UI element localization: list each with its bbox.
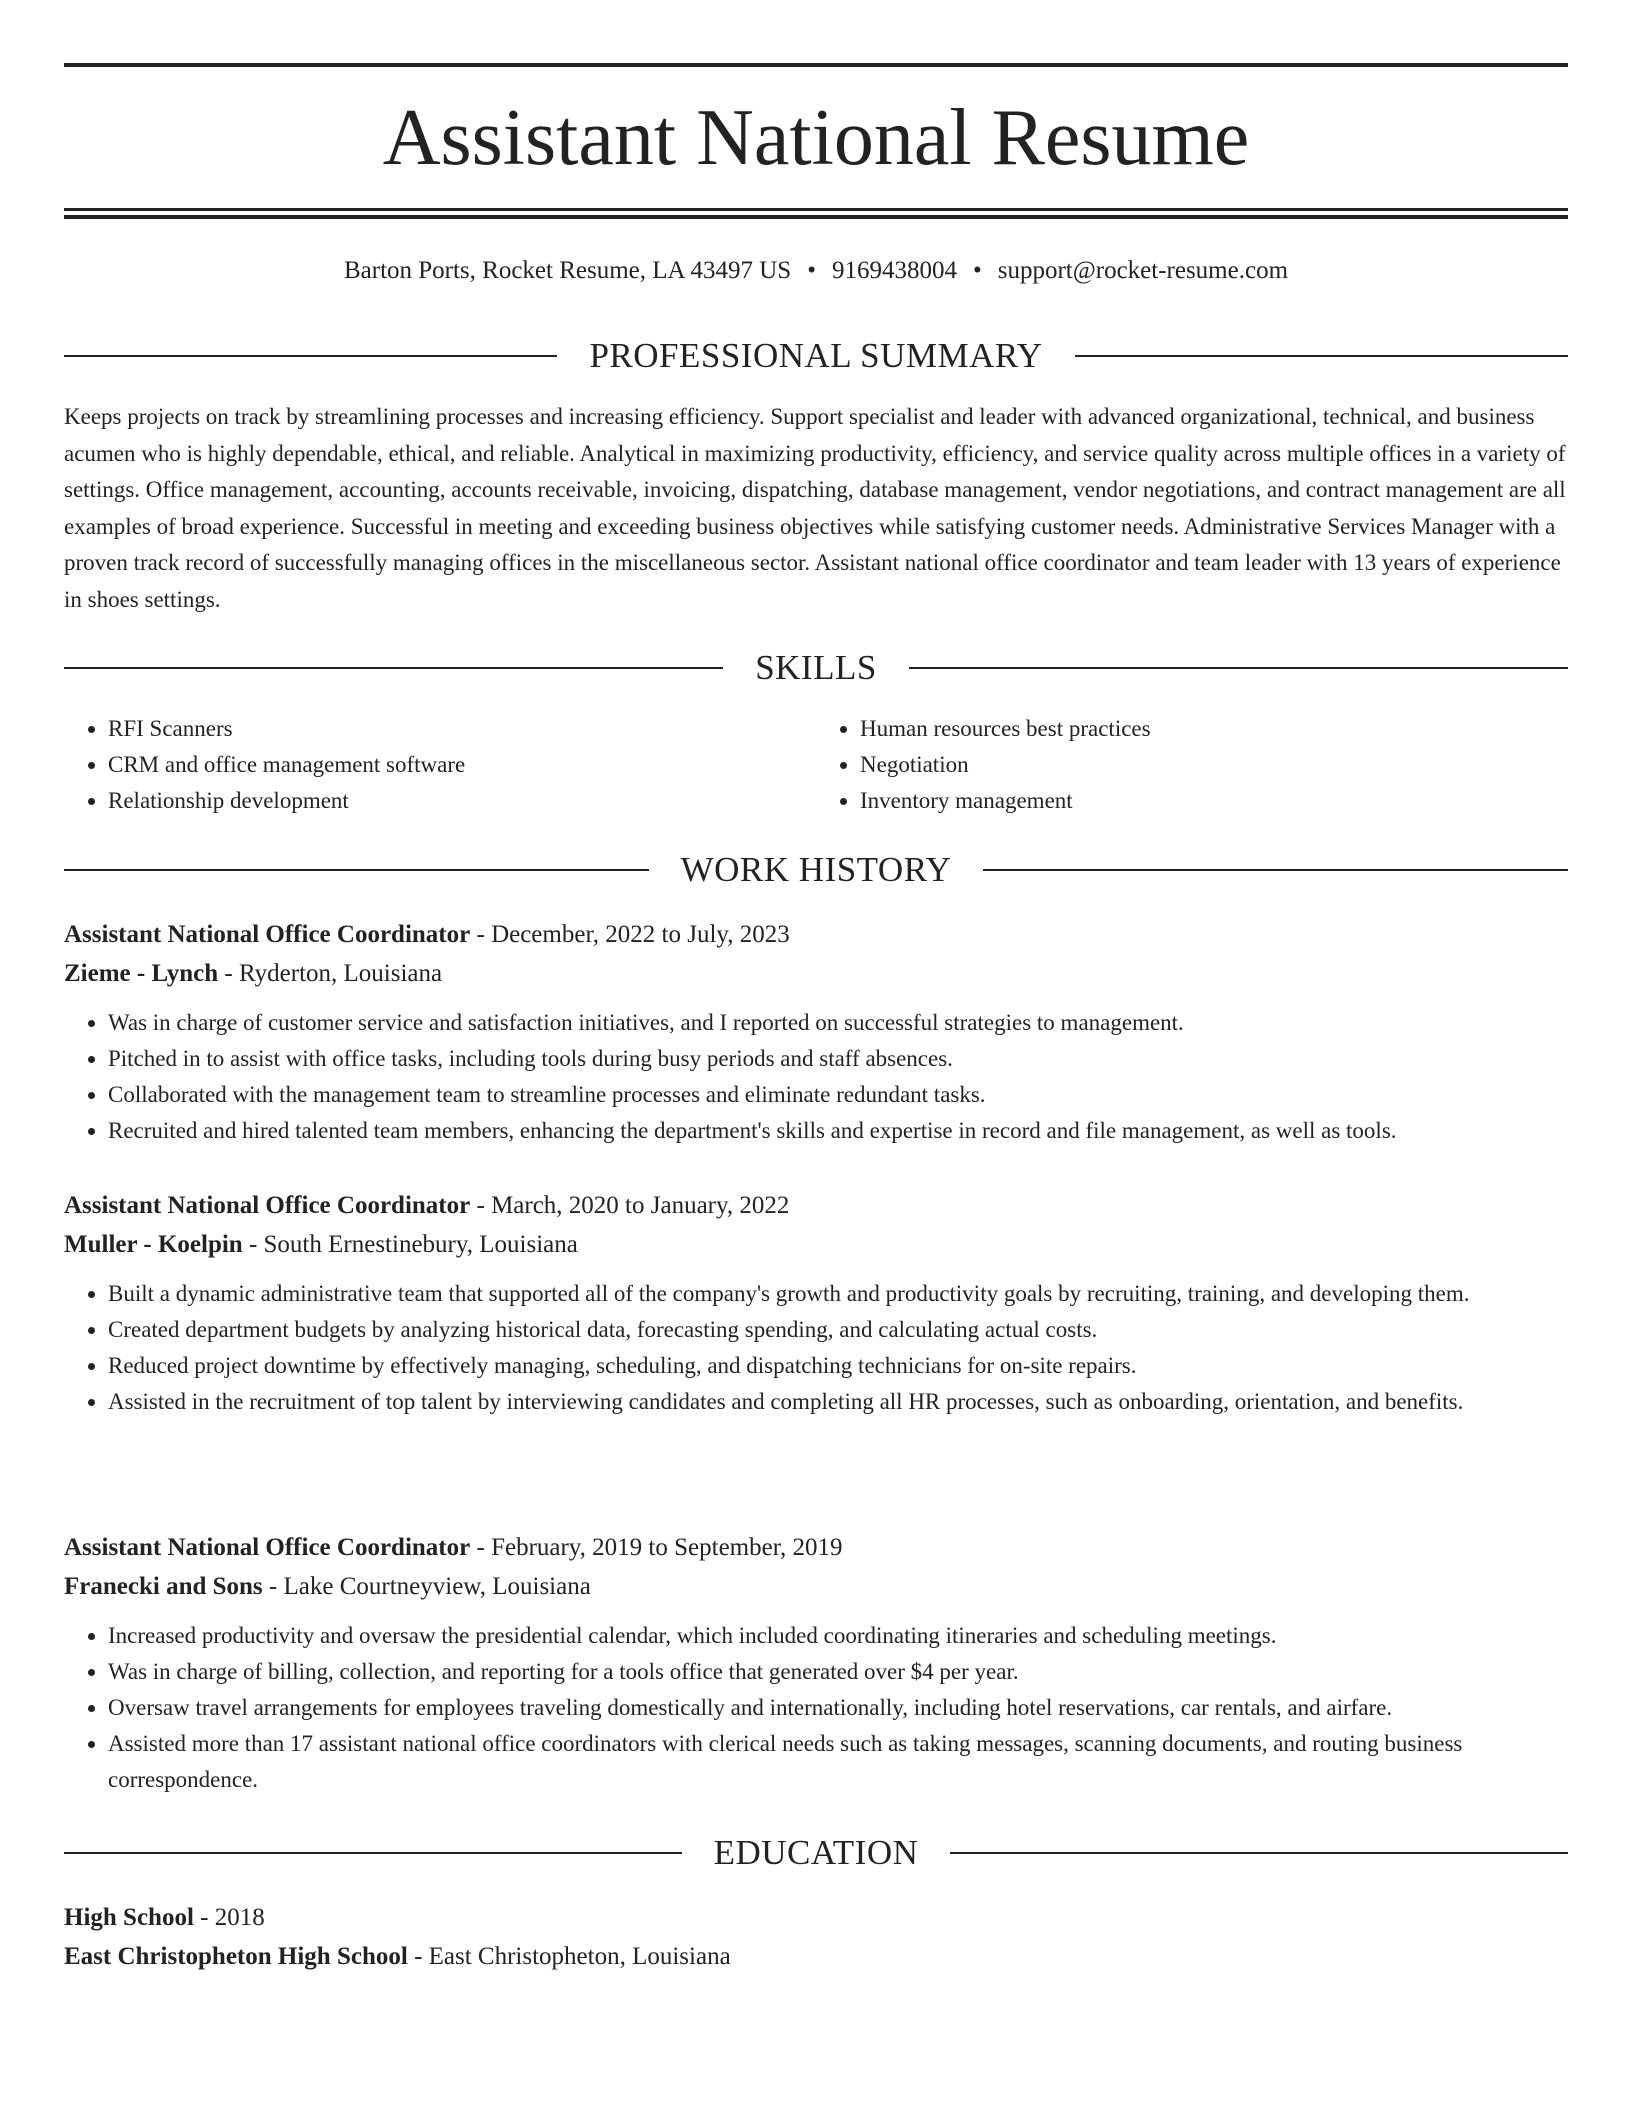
contact-separator: • bbox=[972, 257, 982, 284]
job-bullet: • Assisted more than 17 assistant national office coordinators with clerical needs such as taking messages, scanning documents, and routing business correspondence. bbox=[108, 1726, 1568, 1798]
education-school: East Christopheton High School bbox=[64, 1943, 408, 1970]
job-bullets bbox=[64, 1005, 1568, 1149]
dash: - bbox=[262, 1573, 284, 1600]
job-dates: February, 2019 to September, 2019 bbox=[491, 1534, 843, 1561]
section-divider bbox=[64, 869, 649, 871]
job-dates: March, 2020 to January, 2022 bbox=[491, 1192, 790, 1219]
job-title: Assistant National Office Coordinator bbox=[64, 921, 471, 948]
job-location: Lake Courtneyview, Louisiana bbox=[283, 1573, 591, 1600]
section-title: EDUCATION bbox=[713, 1833, 919, 1872]
dash: - bbox=[193, 1904, 215, 1931]
section-divider bbox=[64, 1852, 682, 1854]
education-degree: High School bbox=[64, 1904, 194, 1931]
job-company: Muller - Koelpin bbox=[64, 1231, 243, 1258]
job-bullet: • Reduced project downtime by effectively managing, scheduling, and dispatching technicians for on-site repairs. bbox=[108, 1348, 1568, 1384]
job-title: Assistant National Office Coordinator bbox=[64, 1534, 471, 1561]
section-title: WORK HISTORY bbox=[680, 850, 952, 889]
job-title: Assistant National Office Coordinator bbox=[64, 1192, 471, 1219]
section-heading-skills bbox=[64, 646, 1568, 690]
education-degree-line bbox=[64, 1898, 1568, 1937]
skills-column-left bbox=[64, 711, 816, 819]
section-title: SKILLS bbox=[755, 648, 877, 687]
skill-item: • RFI Scanners bbox=[108, 711, 816, 747]
skill-item: • CRM and office management software bbox=[108, 747, 816, 783]
skill-item: • Human resources best practices bbox=[860, 711, 1568, 747]
section-divider bbox=[983, 869, 1568, 871]
section-title: PROFESSIONAL SUMMARY bbox=[589, 336, 1043, 375]
job-company-line bbox=[64, 1567, 1568, 1606]
job-location: Ryderton, Louisiana bbox=[239, 960, 443, 987]
job-location: South Ernestinebury, Louisiana bbox=[263, 1231, 578, 1258]
job-company-line bbox=[64, 954, 1568, 993]
education-entry bbox=[64, 1898, 1568, 1976]
job-entry bbox=[64, 1528, 1568, 1798]
top-rule bbox=[64, 63, 1568, 67]
job-bullets bbox=[64, 1618, 1568, 1798]
dash: - bbox=[470, 1534, 492, 1561]
professional-summary-text: Keeps projects on track by streamlining processes and increasing efficiency. Support specialist and leader with advanced organizational, technical, and business acumen who is highly dependable, ethical, and reliable. Analytical in maximizing productivity, efficiency, and service quality across multiple offices in a variety of settings. Office management, accounting, accounts receivable, invoicing, dispatching, database management, vendor negotiations, and contract management are all examples of broad experience. Successful in meeting and exceeding business objectives while satisfying customer needs. Administrative Services Manager with a proven track record of successfully managing offices in the miscellaneous sector. Assistant national office coordinator and team leader with 13 years of experience in shoes settings. bbox=[64, 404, 1566, 612]
section-divider bbox=[64, 667, 723, 669]
section-heading-education bbox=[64, 1831, 1568, 1875]
job-title-line bbox=[64, 915, 1568, 954]
section-divider bbox=[909, 667, 1568, 669]
job-entry bbox=[64, 915, 1568, 1149]
dash: - bbox=[407, 1943, 429, 1970]
job-bullet: • Created department budgets by analyzing historical data, forecasting spending, and calculating actual costs. bbox=[108, 1312, 1568, 1348]
job-company: Zieme - Lynch bbox=[64, 960, 219, 987]
skill-item: • Negotiation bbox=[860, 747, 1568, 783]
education-school-line bbox=[64, 1937, 1568, 1976]
job-bullet: • Increased productivity and oversaw the presidential calendar, which included coordinating itineraries and scheduling meetings. bbox=[108, 1618, 1568, 1654]
job-bullet: • Was in charge of customer service and satisfaction initiatives, and I reported on successful strategies to management. bbox=[108, 1005, 1568, 1041]
job-bullet: • Collaborated with the management team to streamline processes and eliminate redundant tasks. bbox=[108, 1077, 1568, 1113]
contact-line bbox=[64, 254, 1568, 288]
job-bullet: • Assisted in the recruitment of top talent by interviewing candidates and completing all HR processes, such as onboarding, orientation, and benefits. bbox=[108, 1384, 1568, 1420]
section-heading-work-history bbox=[64, 848, 1568, 892]
dash: - bbox=[470, 921, 492, 948]
skill-item: • Relationship development bbox=[108, 783, 816, 819]
job-bullet: • Recruited and hired talented team members, enhancing the department's skills and expertise in record and file management, as well as tools. bbox=[108, 1113, 1568, 1149]
dash: - bbox=[470, 1192, 492, 1219]
resume-title: Assistant National Resume bbox=[382, 94, 1250, 182]
job-title-line bbox=[64, 1186, 1568, 1225]
dash: - bbox=[242, 1231, 264, 1258]
education-year: 2018 bbox=[214, 1904, 265, 1931]
dash: - bbox=[218, 960, 239, 987]
job-bullets bbox=[64, 1276, 1568, 1420]
contact-address: Barton Ports, Rocket Resume, LA 43497 US bbox=[343, 257, 792, 284]
skill-item: • Inventory management bbox=[860, 783, 1568, 819]
job-bullet: • Oversaw travel arrangements for employees traveling domestically and internationally, including hotel reservations, car rentals, and airfare. bbox=[108, 1690, 1568, 1726]
contact-phone: 9169438004 bbox=[831, 257, 957, 284]
education-location: East Christopheton, Louisiana bbox=[428, 1943, 731, 1970]
job-bullet: • Was in charge of billing, collection, and reporting for a tools office that generated over $4 per year. bbox=[108, 1654, 1568, 1690]
contact-separator: • bbox=[807, 257, 816, 284]
job-bullet: • Pitched in to assist with office tasks, including tools during busy periods and staff absences. bbox=[108, 1041, 1568, 1077]
skills-column-right bbox=[816, 711, 1568, 819]
job-title-line bbox=[64, 1528, 1568, 1567]
section-heading-summary bbox=[64, 334, 1568, 378]
job-dates: December, 2022 to July, 2023 bbox=[491, 921, 790, 948]
contact-email: support@rocket-resume.com bbox=[997, 257, 1289, 284]
job-entry bbox=[64, 1186, 1568, 1420]
job-company-line bbox=[64, 1225, 1568, 1264]
section-divider bbox=[1075, 355, 1568, 357]
job-bullet: • Built a dynamic administrative team that supported all of the company's growth and productivity goals by recruiting, training, and developing them. bbox=[108, 1276, 1568, 1312]
job-company: Franecki and Sons bbox=[64, 1573, 263, 1600]
skills-list bbox=[64, 711, 1568, 819]
section-divider bbox=[64, 355, 557, 357]
title-double-rule bbox=[64, 208, 1568, 219]
section-divider bbox=[950, 1852, 1568, 1854]
